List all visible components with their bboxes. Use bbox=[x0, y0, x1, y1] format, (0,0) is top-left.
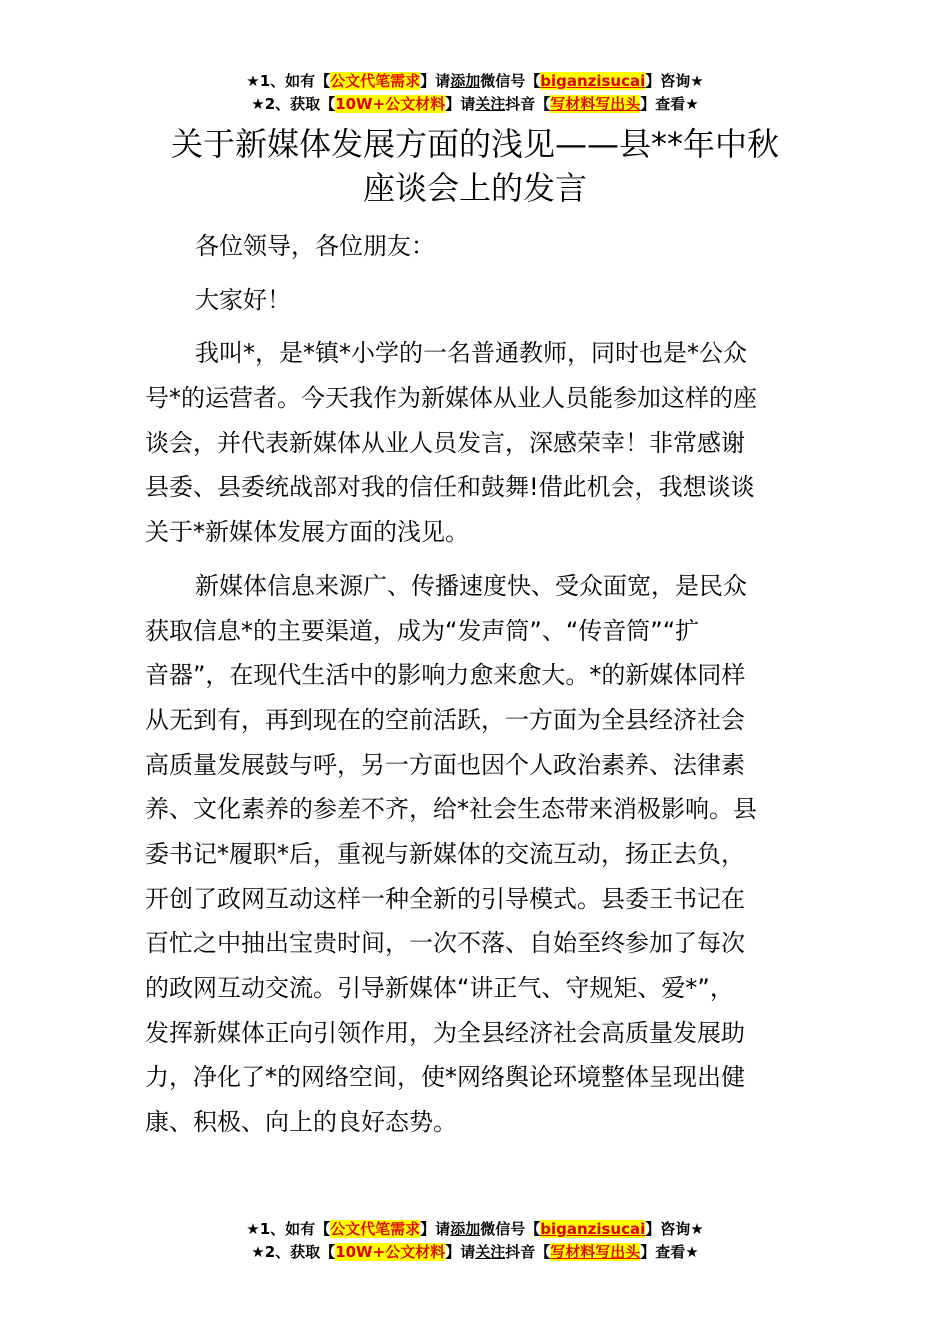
paragraph-line: 各位领导，各位朋友： bbox=[195, 232, 435, 260]
wechat-id: biganzisucai bbox=[540, 1220, 646, 1238]
paragraph-line: 康、积极、向上的良好态势。 bbox=[145, 1108, 457, 1137]
paragraph-line: 关于*新媒体发展方面的浅见。 bbox=[145, 518, 469, 547]
title-line: 关于新媒体发展方面的浅见——县**年中秋 bbox=[170, 125, 779, 163]
douyin-account: 写材料写出头 bbox=[550, 95, 641, 113]
paragraph-line: 谈会，并代表新媒体从业人员发言，深感荣幸！非常感谢 bbox=[145, 428, 745, 457]
title-line: 座谈会上的发言 bbox=[362, 169, 587, 207]
paragraph bbox=[145, 278, 815, 323]
banner-text: 抖音【 bbox=[505, 95, 551, 113]
paragraph-line: 高质量发展鼓与呼，另一方面也因个人政治素养、法律素 bbox=[145, 750, 745, 779]
paragraph-line: 从无到有，再到现在的空前活跃，一方面为全县经济社会 bbox=[145, 705, 745, 734]
document-body bbox=[145, 224, 815, 1154]
banner-emphasis: 关注 bbox=[475, 95, 506, 113]
banner-text: 】请 bbox=[420, 1220, 451, 1238]
top-banner bbox=[0, 70, 950, 116]
banner-emphasis: 关注 bbox=[475, 1243, 506, 1261]
banner-text: 】咨询★ bbox=[645, 1220, 704, 1238]
banner-text: ★1、如有【 bbox=[246, 72, 331, 90]
banner-line-2 bbox=[0, 1241, 950, 1264]
paragraph-line: 发挥新媒体正向引领作用，为全县经济社会高质量发展助 bbox=[145, 1018, 745, 1047]
paragraph bbox=[145, 331, 815, 554]
banner-emphasis: 添加 bbox=[450, 72, 481, 90]
bottom-banner bbox=[0, 1218, 950, 1264]
paragraph-line: 号*的运营者。今天我作为新媒体从业人员能参加这样的座 bbox=[145, 384, 757, 413]
paragraph-line: 大家好！ bbox=[195, 285, 291, 314]
banner-line-1 bbox=[0, 70, 950, 93]
banner-text: ★1、如有【 bbox=[246, 1220, 331, 1238]
highlight-materials: 10W+公文材料 bbox=[335, 95, 446, 113]
paragraph-line: 委书记*履职*后，重视与新媒体的交流互动，扬正去负， bbox=[145, 839, 745, 868]
banner-text: 抖音【 bbox=[505, 1243, 551, 1261]
banner-text: 微信号【 bbox=[480, 1220, 541, 1238]
banner-text: 】请 bbox=[420, 72, 451, 90]
paragraph-line: 音器”，在现代生活中的影响力愈来愈大。*的新媒体同样 bbox=[145, 661, 746, 690]
highlight-materials: 10W+公文材料 bbox=[335, 1243, 446, 1261]
paragraph-line: 我叫*，是*镇*小学的一名普通教师，同时也是*公众 bbox=[195, 339, 747, 368]
paragraph bbox=[145, 224, 815, 269]
paragraph-line: 获取信息*的主要渠道，成为“发声筒”、“传音筒”“扩 bbox=[145, 616, 700, 645]
paragraph bbox=[145, 564, 815, 1145]
paragraph-line: 县委、县委统战部对我的信任和鼓舞!借此机会，我想谈谈 bbox=[145, 473, 755, 502]
paragraph-line: 养、文化素养的参差不齐，给*社会生态带来消极影响。县 bbox=[145, 795, 757, 824]
banner-text: 】请 bbox=[445, 1243, 476, 1261]
banner-text: 】查看★ bbox=[640, 1243, 699, 1261]
paragraph-line: 力，净化了*的网络空间，使*网络舆论环境整体呈现出健 bbox=[145, 1063, 745, 1092]
banner-text: 】咨询★ bbox=[645, 72, 704, 90]
banner-text: 微信号【 bbox=[480, 72, 541, 90]
paragraph-line: 开创了政网互动这样一种全新的引导模式。县委王书记在 bbox=[145, 884, 745, 913]
douyin-account: 写材料写出头 bbox=[550, 1243, 641, 1261]
paragraph-line: 的政网互动交流。引导新媒体“讲正气、守规矩、爱*”， bbox=[145, 974, 734, 1002]
banner-line-1 bbox=[0, 1218, 950, 1241]
document-title bbox=[0, 122, 950, 210]
banner-text: ★2、获取【 bbox=[251, 95, 336, 113]
banner-text: 】请 bbox=[445, 95, 476, 113]
paragraph-line: 新媒体信息来源广、传播速度快、受众面宽，是民众 bbox=[195, 571, 747, 600]
banner-text: 】查看★ bbox=[640, 95, 699, 113]
paragraph-line: 百忙之中抽出宝贵时间，一次不落、自始至终参加了每次 bbox=[145, 929, 745, 958]
banner-emphasis: 添加 bbox=[450, 1220, 481, 1238]
banner-line-2 bbox=[0, 93, 950, 116]
highlight-service: 公文代笔需求 bbox=[330, 72, 421, 90]
highlight-service: 公文代笔需求 bbox=[330, 1220, 421, 1238]
banner-text: ★2、获取【 bbox=[251, 1243, 336, 1261]
wechat-id: biganzisucai bbox=[540, 72, 646, 90]
